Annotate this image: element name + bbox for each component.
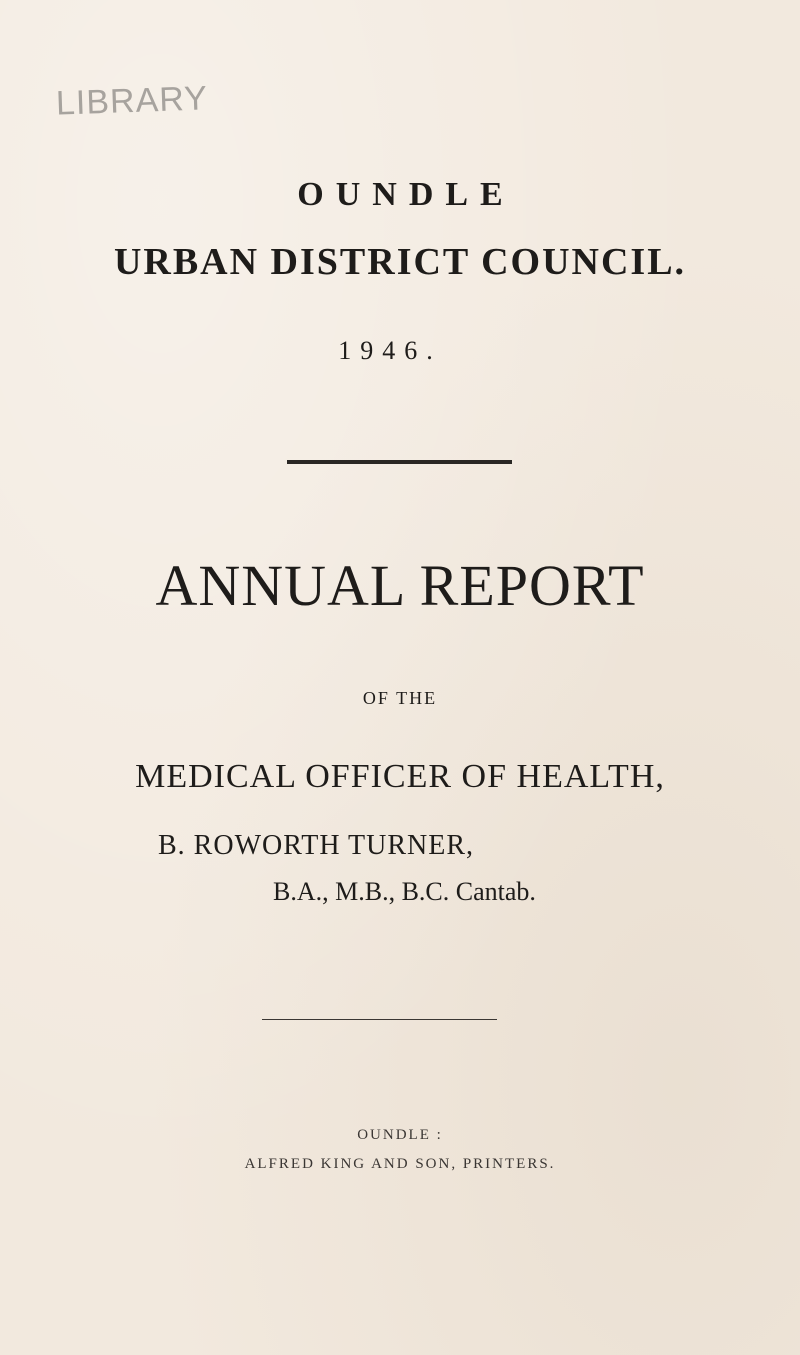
report-title: ANNUAL REPORT [155, 553, 645, 618]
author-qualifications: B.A., M.B., B.C. Cantab. [273, 877, 536, 906]
council-name: URBAN DISTRICT COUNCIL. [113, 241, 687, 283]
imprint-place: OUNDLE : [357, 1127, 443, 1143]
divider-rule-thin [262, 1019, 497, 1020]
title-connector: OF THE [362, 688, 438, 708]
divider-rule [287, 460, 512, 464]
report-year: 1946. [338, 336, 442, 365]
office-title: MEDICAL OFFICER OF HEALTH, [135, 758, 665, 795]
town-name: OUNDLE [297, 176, 515, 213]
imprint-printers: ALFRED KING AND SON, PRINTERS. [244, 1156, 556, 1172]
library-stamp: LIBRARY [55, 79, 209, 123]
author-name: B. ROWORTH TURNER, [158, 830, 475, 861]
